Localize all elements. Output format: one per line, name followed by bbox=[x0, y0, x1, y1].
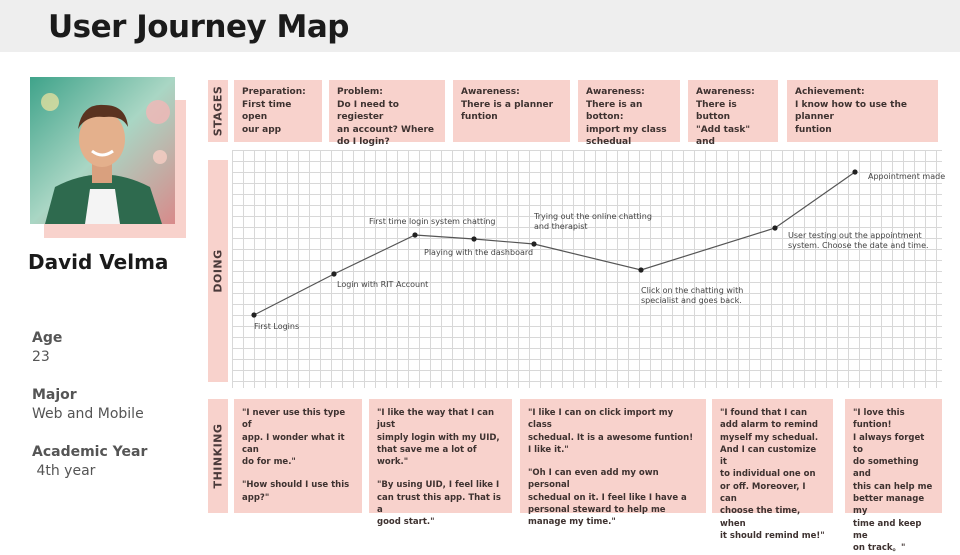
stage-text: Awareness: There is button "Add task" and bbox=[696, 87, 755, 147]
stage-text: Problem: Do I need to regiester an account? Where do I login? bbox=[337, 87, 434, 147]
journey-point bbox=[852, 169, 857, 174]
stage-text: Awareness: There is a planner funtion bbox=[461, 87, 554, 122]
persona-name: David Velma bbox=[28, 250, 169, 274]
journey-point-label: Appointment made bbox=[868, 172, 946, 181]
major-label: Major bbox=[32, 387, 77, 403]
journey-point-label: Login with RIT Account bbox=[337, 280, 429, 289]
journey-point-label: First time login system chatting bbox=[369, 217, 496, 226]
journey-point-label: First Logins bbox=[254, 322, 300, 331]
journey-point bbox=[772, 225, 777, 230]
thinking-quote: "I found that I can add alarm to remind myself my schedual. And I can customize it to individual one on or off. Moreover, I can choose the time, when it should remind me!" bbox=[720, 408, 825, 541]
journey-point bbox=[251, 312, 256, 317]
journey-line bbox=[254, 172, 855, 315]
thinking-quote: "I like the way that I can just simply login with my UID, that save me a lot of work." bbox=[377, 408, 500, 468]
academic-year-value: 4th year bbox=[32, 463, 96, 479]
thinking-quote: "I love this funtion! I always forget to do something and this can help me better manage my time and keep me on track。" bbox=[853, 408, 933, 554]
thinking-quote: "I like I can on click import my class schedual. It is a awesome funtion! I like it." bbox=[528, 408, 694, 455]
major-value: Web and Mobile bbox=[32, 406, 144, 422]
journey-points bbox=[251, 169, 945, 331]
thinking-quote: "I never use this type of app. I wonder what it can do for me." bbox=[242, 408, 346, 468]
thinking-card bbox=[520, 399, 706, 528]
stage-text: Preparation: First time open our app bbox=[242, 87, 306, 135]
journey-point bbox=[331, 271, 336, 276]
stage-text: Achievement: I know how to use the planner funtion bbox=[795, 87, 907, 135]
journey-point-label: User testing out the appointment system. Choose the date and time. bbox=[788, 231, 929, 250]
stages-label-text: STAGES bbox=[211, 85, 225, 137]
thinking-quote: "How should I use this app?" bbox=[242, 480, 350, 503]
thinking-card bbox=[369, 399, 512, 528]
page-title: User Journey Map bbox=[48, 9, 349, 45]
journey-point-label: Playing with the dashboard bbox=[424, 248, 534, 257]
thinking-label-text: THINKING bbox=[211, 423, 225, 489]
doing-label-text: DOING bbox=[211, 249, 225, 293]
journey-point bbox=[412, 232, 417, 237]
thinking-card bbox=[845, 399, 942, 554]
academic-year-label: Academic Year bbox=[32, 444, 148, 460]
age-label: Age bbox=[32, 330, 63, 346]
journey-point-label: Click on the chatting with specialist and goes back. bbox=[641, 286, 744, 305]
journey-point bbox=[638, 267, 643, 272]
journey-point-label: Trying out the online chatting and therapist bbox=[534, 212, 652, 231]
thinking-quote: "Oh I can even add my own personal schedual on it. I feel like I have a personal steward to help me manage my time." bbox=[528, 468, 687, 528]
stage-text: Awareness: There is an botton: import my class schedual bbox=[586, 87, 667, 147]
thinking-card bbox=[712, 399, 833, 541]
age-value: 23 bbox=[32, 349, 50, 365]
thinking-quote: "By using UID, I feel like I can trust this app. That is a good start." bbox=[377, 480, 501, 528]
journey-point bbox=[471, 236, 476, 241]
journey-point bbox=[531, 241, 536, 246]
thinking-card bbox=[234, 399, 362, 513]
